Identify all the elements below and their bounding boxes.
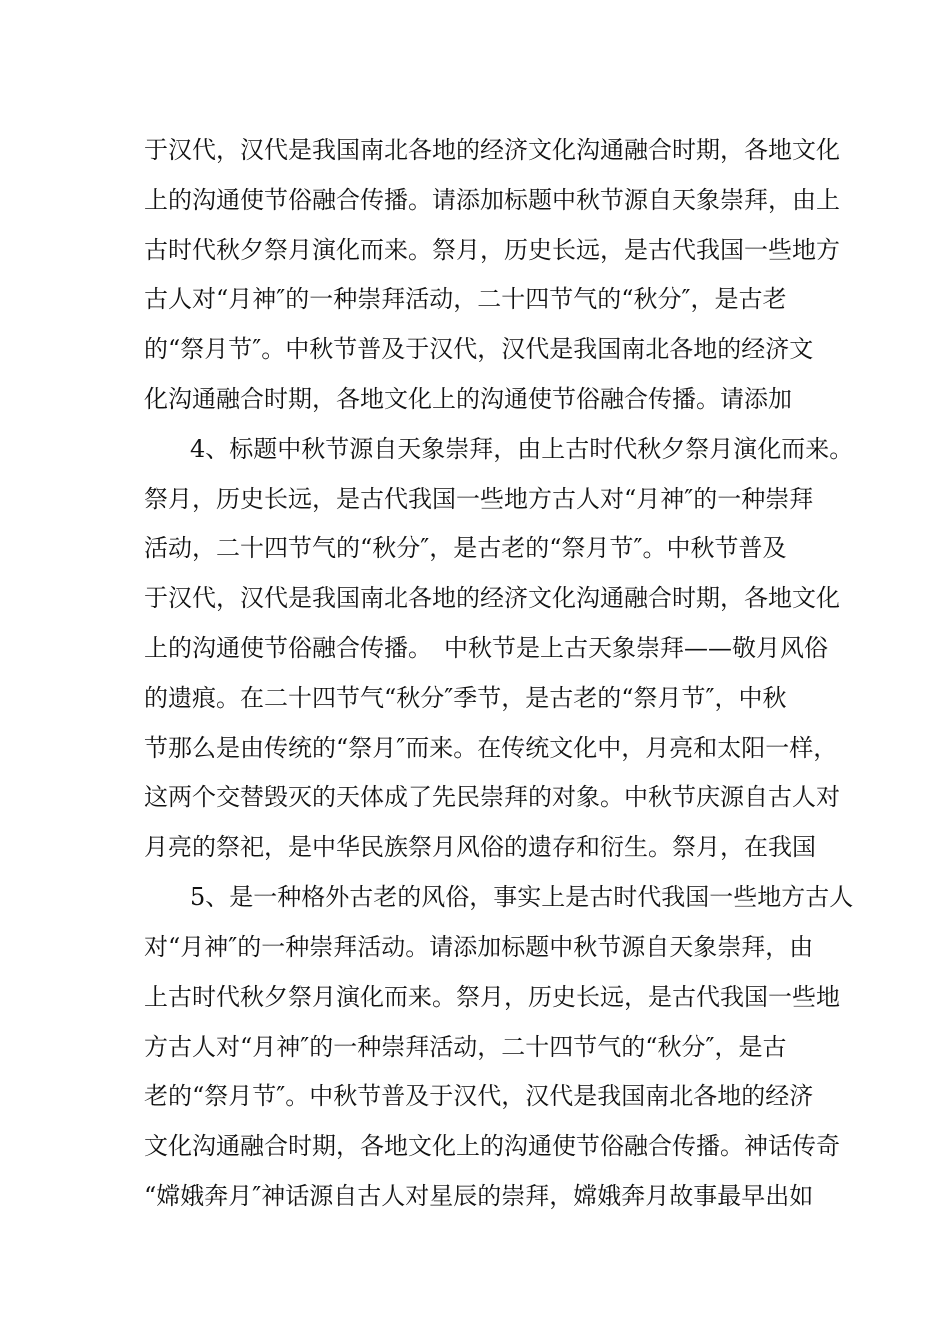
- text-line: 上的沟通使节俗融合传播。 中秋节是上古天象崇拜——敬月风俗: [144, 634, 828, 662]
- paragraph-start-line: 4、标题中秋节源自天象崇拜，由上古时代秋夕祭月演化而来。: [190, 435, 854, 463]
- text-line: 节那么是由传统的“祭月″而来。在传统文化中，月亮和太阳一样，: [144, 734, 838, 762]
- paragraph-start-line: 5、是一种格外古老的风俗，事实上是古时代我国一些地方古人: [190, 883, 854, 911]
- text-line: 这两个交替毁灭的天体成了先民崇拜的对象。中秋节庆源自古人对: [144, 783, 840, 811]
- text-line: 上古时代秋夕祭月演化而来。祭月，历史长远，是古代我国一些地: [144, 983, 840, 1011]
- text-line: 活动，二十四节气的“秋分″，是古老的“祭月节″。中秋节普及: [144, 534, 787, 562]
- text-line: 古时代秋夕祭月演化而来。祭月，历史长远，是古代我国一些地方: [144, 236, 840, 264]
- text-line: 上的沟通使节俗融合传播。请添加标题中秋节源自天象崇拜，由上: [144, 186, 840, 214]
- text-line: “嫦娥奔月″神话源自古人对星辰的崇拜，嫦娥奔月故事最早出如: [144, 1182, 814, 1210]
- text-line: 化沟通融合时期，各地文化上的沟通使节俗融合传播。请添加: [144, 385, 792, 413]
- text-line: 于汉代，汉代是我国南北各地的经济文化沟通融合时期，各地文化: [144, 136, 840, 164]
- text-line: 的“祭月节″。中秋节普及于汉代，汉代是我国南北各地的经济文: [144, 335, 814, 363]
- text-line: 古人对“月神″的一种崇拜活动，二十四节气的“秋分″，是古老: [144, 285, 787, 313]
- text-line: 对“月神″的一种崇拜活动。请添加标题中秋节源自天象崇拜，由: [144, 933, 814, 961]
- text-line: 于汉代，汉代是我国南北各地的经济文化沟通融合时期，各地文化: [144, 584, 840, 612]
- text-line: 的遗痕。在二十四节气“秋分″季节，是古老的“祭月节″，中秋: [144, 684, 787, 712]
- text-line: 方古人对“月神″的一种崇拜活动，二十四节气的“秋分″，是古: [144, 1033, 787, 1061]
- text-line: 月亮的祭祀，是中华民族祭月风俗的遗存和衍生。祭月，在我国: [144, 833, 816, 861]
- text-line: 老的“祭月节″。中秋节普及于汉代，汉代是我国南北各地的经济: [144, 1082, 814, 1110]
- text-line: 祭月，历史长远，是古代我国一些地方古人对“月神″的一种崇拜: [144, 485, 814, 513]
- text-line: 文化沟通融合时期，各地文化上的沟通使节俗融合传播。神话传奇: [144, 1132, 840, 1160]
